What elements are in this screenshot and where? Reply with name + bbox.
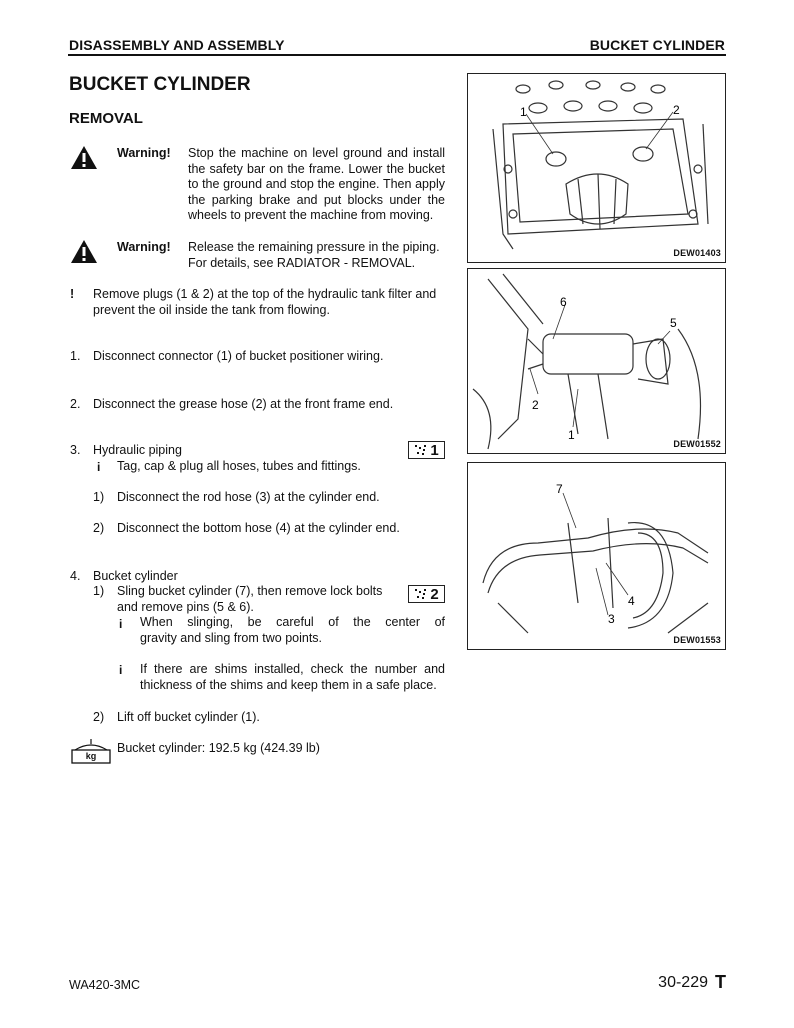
weight-icon-label: kg — [85, 751, 97, 761]
bullet-icon: i — [119, 663, 123, 677]
figure-callout: 6 — [560, 295, 567, 309]
figure-bucket-cylinder-pins — [467, 268, 726, 454]
tool-icon — [414, 444, 428, 456]
bullet-text: When slinging, be careful of the center of gravity and sling from two points. — [140, 615, 445, 645]
bullet-icon: i — [97, 460, 101, 474]
header-left: DISASSEMBLY AND ASSEMBLY — [69, 37, 285, 53]
figure-callout: 1 — [568, 428, 575, 442]
figure-illustration — [468, 74, 725, 262]
footer-model: WA420-3MC — [69, 978, 141, 992]
warning-label: Warning! — [117, 146, 171, 160]
figure-caption: DEW01403 — [673, 248, 721, 258]
step-number: 1. — [70, 349, 81, 363]
warning-text: Stop the machine on level ground and install the safety bar on the frame. Lower the bucket to the ground and stop the engine. Then apply the parking brake and put blocks under the wheels to prevent the machine from moving. — [188, 146, 445, 222]
figure-callout: 3 — [608, 612, 615, 626]
substep-text: Sling bucket cylinder (7), then remove lock bolts and remove pins (5 & 6). — [117, 584, 383, 614]
footer-mark: T — [715, 972, 726, 992]
reference-badge — [408, 585, 445, 603]
warning-icon — [70, 239, 98, 269]
step-text: Hydraulic piping — [93, 443, 182, 457]
figure-hydraulic-tank-filter — [467, 73, 726, 263]
warning-label: Warning! — [117, 240, 171, 254]
tool-icon — [414, 588, 428, 600]
figure-callout: 2 — [673, 103, 680, 117]
warning-text: Release the remaining pressure in the piping. For details, see RADIATOR - REMOVAL. — [188, 240, 440, 270]
bullet-text: Tag, cap & plug all hoses, tubes and fittings. — [117, 459, 361, 473]
badge-number: 2 — [430, 585, 439, 603]
substep-text: Lift off bucket cylinder (1). — [117, 710, 260, 724]
substep-text: Disconnect the bottom hose (4) at the cylinder end. — [117, 521, 400, 535]
figure-illustration — [468, 463, 725, 649]
page-title: BUCKET CYLINDER — [69, 74, 251, 95]
bullet-text: If there are shims installed, check the number and thickness of the shims and keep them in a safe place. — [140, 662, 445, 692]
figure-callout: 4 — [628, 594, 635, 608]
figure-callout: 1 — [520, 105, 527, 119]
step-text: Disconnect connector (1) of bucket positioner wiring. — [93, 349, 384, 363]
substep-text: Disconnect the rod hose (3) at the cylinder end. — [117, 490, 380, 504]
step-number: 3. — [70, 443, 81, 457]
substep-number: 1) — [93, 584, 105, 598]
figure-callout: 5 — [670, 316, 677, 330]
figure-caption: DEW01552 — [673, 439, 721, 449]
reference-badge — [408, 441, 445, 459]
header-rule — [68, 54, 726, 56]
figure-callout: 7 — [556, 482, 563, 496]
step-number: 4. — [70, 569, 81, 583]
weight-text: Bucket cylinder: 192.5 kg (424.39 lb) — [117, 741, 320, 755]
substep-number: 1) — [93, 490, 105, 504]
warning-icon — [70, 145, 98, 175]
section-title: REMOVAL — [69, 110, 143, 127]
substep-number: 2) — [93, 521, 105, 535]
figure-illustration — [468, 269, 725, 453]
footer-page-number: 30-229 — [658, 974, 708, 991]
note-text: Remove plugs (1 & 2) at the top of the hydraulic tank filter and prevent the oil inside the tank from flowing. — [93, 287, 437, 317]
substep-number: 2) — [93, 710, 105, 724]
header-right: BUCKET CYLINDER — [589, 37, 725, 53]
step-number: 2. — [70, 397, 81, 411]
badge-number: 1 — [430, 441, 439, 459]
note-mark: ! — [70, 287, 75, 301]
figure-bucket-cylinder-hoses — [467, 462, 726, 650]
figure-callout: 2 — [532, 398, 539, 412]
bullet-icon: i — [119, 617, 123, 631]
step-text: Bucket cylinder — [93, 569, 178, 583]
step-text: Disconnect the grease hose (2) at the front frame end. — [93, 397, 394, 411]
figure-caption: DEW01553 — [673, 635, 721, 645]
